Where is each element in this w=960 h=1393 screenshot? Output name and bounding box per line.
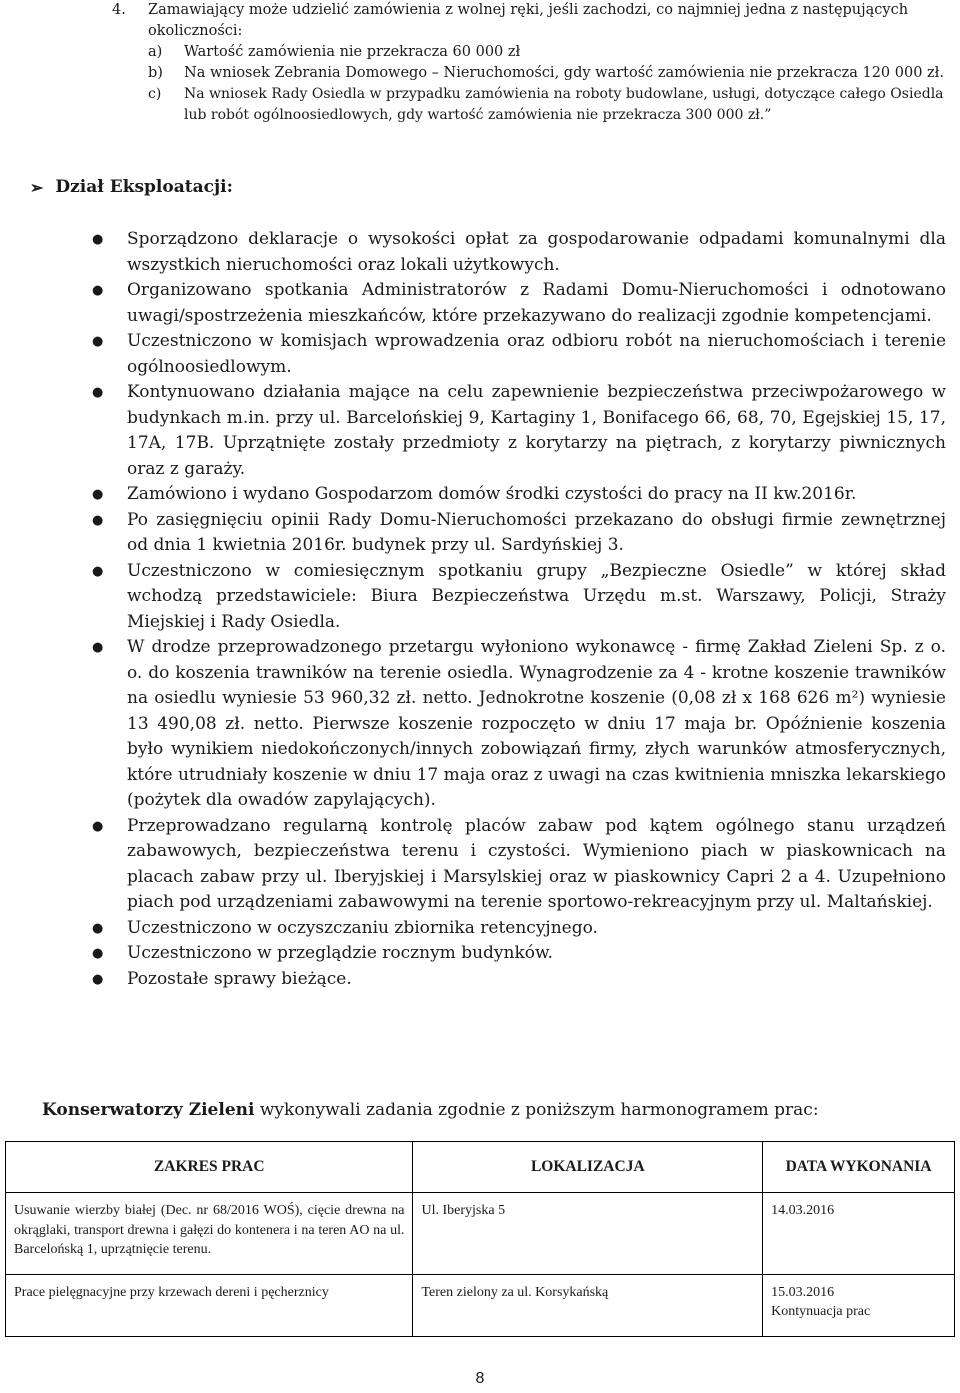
list-item — [92, 482, 946, 508]
list-item-text: Pozostałe sprawy bieżące. — [127, 968, 352, 989]
section-title: Dział Eksploatacji: — [55, 177, 233, 197]
clause-number: 4. — [112, 2, 126, 18]
intro-text: wykonywali zadania zgodnie z poniższym harmonogramem prac: — [254, 1100, 819, 1120]
list-item-text: Uczestniczono w comiesięcznym spotkaniu grupy „Bezpieczne Osiedle” w której skład wchodzą przedstawiciele: Biura Bezpieczeństwa Urzędu m.st. Warszawy, Policji, Straży Miejskiej i Rady Osiedla. — [127, 560, 946, 632]
table-cell: Ul. Iberyjska 5 — [413, 1193, 763, 1275]
table-cell: 15.03.2016 Kontynuacja prac — [763, 1274, 955, 1336]
list-item-text: Uczestniczono w oczyszczaniu zbiornika retencyjnego. — [127, 917, 598, 938]
column-header: ZAKRES PRAC — [6, 1142, 413, 1193]
list-item — [92, 941, 946, 967]
bullet-icon: ● — [92, 232, 104, 247]
bullet-icon: ● — [92, 283, 104, 298]
list-item — [92, 508, 946, 559]
bullet-icon: ● — [92, 920, 104, 936]
clause-item-label: a) — [148, 44, 163, 60]
table-row — [6, 1193, 955, 1275]
arrow-bullet-icon: ➢ — [30, 177, 44, 197]
bullet-icon: ● — [92, 946, 104, 961]
list-item — [92, 329, 946, 380]
list-item-text: Uczestniczono w przeglądzie rocznym budynków. — [127, 943, 553, 963]
bullet-icon: ● — [92, 512, 104, 528]
schedule-intro — [42, 1100, 819, 1120]
list-item — [92, 227, 946, 278]
bullet-icon: ● — [92, 563, 104, 579]
clause-item-c — [148, 84, 952, 126]
clause-item-a — [148, 42, 952, 63]
table-cell: 14.03.2016 — [763, 1193, 955, 1275]
clause-item-label: b) — [148, 65, 163, 81]
list-item-text: Zamówiono i wydano Gospodarzom domów środki czystości do pracy na II kw.2016r. — [127, 484, 857, 504]
table-cell: Usuwanie wierzby białej (Dec. nr 68/2016 WOŚ), cięcie drewna na okrąglaki, transport drewna i gałęzi do kontenera i na teren AO na ul. Barcelońską 1, uprzątnięcie terenu. — [6, 1193, 413, 1275]
list-item-text: Kontynuowano działania mające na celu zapewnienie bezpieczeństwa przeciwpożarowego w budynkach m.in. przy ul. Barcelońskiej 9, Kartaginy 1, Bonifacego 66, 68, 70, Egejskiej 15, 17, 17A, 17B. Uprzątnięte zostały przedmioty z korytarzy na piętrach, z korytarzy piwnicznych oraz z garaży. — [127, 382, 946, 479]
list-item-text: Organizowano spotkania Administratorów z Radami Domu-Nieruchomości i odnotowano uwagi/spostrzeżenia mieszkańców, które przekazywano do realizacji zgodnie kompetencjami. — [127, 280, 946, 326]
bullet-icon: ● — [92, 971, 104, 987]
clause-4 — [112, 0, 952, 126]
column-header: LOKALIZACJA — [413, 1142, 763, 1193]
clause-text: Zamawiający może udzielić zamówienia z wolnej ręki, jeśli zachodzi, co najmniej jedna z następujących okoliczności: — [148, 2, 909, 39]
list-item-text: W drodze przeprowadzonego przetargu wyłoniono wykonawcę - firmę Zakład Zieleni Sp. z o. o. do koszenia trawników na terenie osiedla. Wynagrodzenie za 4 - krotne koszenie trawników na osiedlu wyniesie 53 960,32 zł. netto. Jednokrotne koszenie (0,08 zł x 168 626 m²) wyniesie 13 490,08 zł. netto. Pierwsze koszenie rozpoczęto w dniu 17 maja br. Opóźnienie koszenia było wynikiem niedokończonych/innych zobowiązań firmy, złych warunków atmosferycznych, które utrudniały koszenie w dniu 17 maja oraz z uwagi na czas kwitnienia mniszka lekarskiego (pożytek dla owadów zapylających). — [127, 637, 946, 810]
section-heading — [30, 177, 233, 197]
bullet-icon: ● — [92, 385, 104, 400]
column-header: DATA WYKONANIA — [763, 1142, 955, 1193]
list-item — [92, 635, 946, 814]
clause-item-b — [148, 63, 952, 84]
clause-item-text: Na wniosek Rady Osiedla w przypadku zamówienia na roboty budowlane, usługi, dotyczące całego Osiedla lub robót ogólnoosiedlowych, gdy wartość zamówienia nie przekracza 300 000 zł.” — [184, 86, 944, 123]
table-row — [6, 1274, 955, 1336]
page-number: 8 — [475, 1370, 485, 1387]
schedule-table — [5, 1141, 955, 1337]
intro-bold: Konserwatorzy Zieleni — [42, 1100, 255, 1120]
list-item-text: Uczestniczono w komisjach wprowadzenia oraz odbioru robót na nieruchomościach i terenie ogólnoosiedlowym. — [127, 331, 946, 377]
list-item-text: Po zasięgnięciu opinii Rady Domu-Nieruchomości przekazano do obsługi firmie zewnętrznej od dnia 1 kwietnia 2016r. budynek przy ul. Sardyńskiej 3. — [127, 509, 946, 555]
table-cell: Teren zielony za ul. Korsykańską — [413, 1274, 763, 1336]
clause-item-text: Wartość zamówienia nie przekracza 60 000 zł — [184, 44, 521, 60]
list-item-text: Sporządzono deklaracje o wysokości opłat za gospodarowanie odpadami komunalnymi dla wszystkich nieruchomości oraz lokali użytkowych. — [127, 229, 946, 275]
clause-item-text: Na wniosek Zebrania Domowego – Nieruchomości, gdy wartość zamówienia nie przekracza 120 000 zł. — [184, 65, 944, 81]
list-item — [92, 814, 946, 916]
bullet-icon: ● — [92, 640, 104, 655]
list-item — [92, 967, 946, 993]
list-item — [92, 916, 946, 942]
table-cell: Prace pielęgnacyjne przy krzewach dereni i pęcherznicy — [6, 1274, 413, 1336]
list-item — [92, 559, 946, 636]
list-item-text: Przeprowadzano regularną kontrolę placów zabaw pod kątem ogólnego stanu urządzeń zabawowych, bezpieczeństwa terenu i czystości. Wymieniono piach w piaskownicach na placach zabaw przy ul. Iberyjskiej i Marsylskiej oraz w piaskownicy Capri 2 a 4. Uzupełniono piach pod urządzeniami zabawowymi na terenie sportowo-rekreacyjnym przy ul. Maltańskiej. — [127, 815, 946, 912]
table-header-row — [6, 1142, 955, 1193]
clause-item-label: c) — [148, 86, 162, 102]
list-item — [92, 278, 946, 329]
bullet-icon: ● — [92, 334, 104, 349]
task-list — [92, 227, 946, 992]
list-item — [92, 380, 946, 482]
bullet-icon: ● — [92, 818, 104, 834]
bullet-icon: ● — [92, 487, 104, 502]
